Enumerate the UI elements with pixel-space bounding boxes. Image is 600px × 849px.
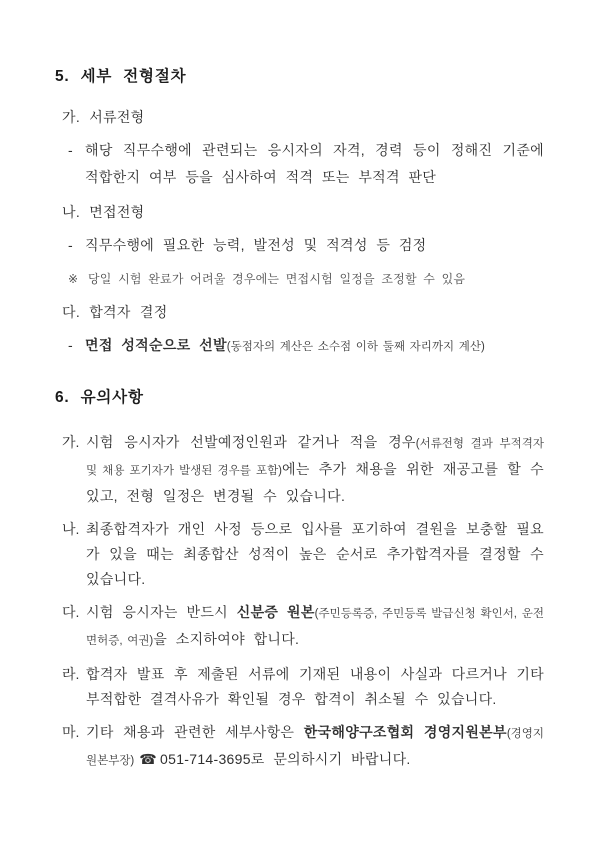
section6-item-ma — [55, 720, 544, 774]
section6-item-na — [55, 517, 544, 592]
dash-marker: - — [68, 142, 73, 158]
phone-icon: ☎ — [139, 751, 158, 767]
body-text: 051-714-3695로 문의하시기 바랍니다. — [160, 751, 411, 767]
body-text: 시험 응시자가 선발예정인원과 같거나 적을 경우 — [86, 434, 416, 450]
section5-item-da-text — [85, 332, 544, 361]
section5-item-ga-label: 가. 서류전형 — [62, 109, 145, 125]
parenthetical-text: (서류전형 결과 부적격자 및 채용 포기자가 발생된 경우를 포함) — [86, 438, 544, 477]
body-text-bold: 신분증 원본 — [236, 604, 315, 620]
section5-item-ga-line — [55, 137, 544, 191]
section5-note-line — [55, 269, 544, 289]
section6-item-ra — [55, 662, 544, 712]
item-label: 나. — [62, 521, 80, 537]
parenthetical-text: (주민등록증, 주민등록 발급신청 확인서, 운전면허증, 여권) — [86, 608, 544, 647]
body-text: 시험 응시자는 반드시 — [86, 604, 237, 620]
body-text-bold: 한국해양구조협회 경영지원본부 — [303, 724, 507, 740]
body-text: 최종합격자가 개인 사정 등으로 입사를 포기하여 결원을 보충할 필요가 있을 때는 최종합산 성적이 높은 순서로 추가합격자를 결정할 수 있습니다. — [86, 521, 544, 587]
section6-item-ga-text — [86, 430, 544, 509]
item-label: 다. — [62, 604, 80, 620]
section6-item-na-text — [86, 517, 544, 592]
section6-item-ga — [55, 430, 544, 509]
section5-note-text — [88, 269, 544, 289]
item-label: 마. — [62, 724, 80, 740]
body-text: 해당 직무수행에 관련되는 응시자의 자격, 경력 등이 정해진 기준에 적합한지 여부 등을 심사하여 적격 또는 부적격 판단 — [85, 142, 544, 185]
body-text: 직무수행에 필요한 능력, 발전성 및 적격성 등 검정 — [85, 237, 427, 253]
section-6-title: 6. 유의사항 — [55, 389, 144, 406]
body-text: 합격자 발표 후 제출된 서류에 기재된 내용이 사실과 다르거나 기타 부적합한 결격사유가 확인될 경우 합격이 취소될 수 있습니다. — [86, 666, 544, 707]
parenthetical-text: (경영지원본부장) — [86, 728, 544, 767]
section-5-title: 5. 세부 전형절차 — [55, 68, 187, 85]
section5-item-da-line — [55, 332, 544, 361]
body-text: 을 소지하여야 합니다. — [153, 631, 300, 647]
item-label: 가. — [62, 434, 80, 450]
section6-item-ra-text — [86, 662, 544, 712]
dash-marker: - — [68, 237, 73, 253]
section5-item-na-text — [85, 232, 544, 259]
body-text-bold: 면접 성적순으로 선발 — [85, 337, 227, 353]
body-text: 에는 추가 채용을 위한 재공고를 할 수 있고, 전형 일정은 변경될 수 있습니다. — [86, 461, 544, 504]
note-text: 당일 시험 완료가 어려울 경우에는 면접시험 일정을 조정할 수 있음 — [88, 272, 466, 286]
section5-item-da-label: 다. 합격자 결정 — [62, 304, 168, 320]
item-label: 라. — [62, 666, 80, 682]
body-text: 기타 채용과 관련한 세부사항은 — [86, 724, 304, 740]
section5-item-na-label: 나. 면접전형 — [62, 204, 145, 220]
parenthetical-text: (동점자의 계산은 소수점 이하 둘째 자리까지 계산) — [226, 341, 485, 353]
reference-mark-icon: ※ — [68, 272, 79, 286]
section5-item-na-line — [55, 232, 544, 259]
section6-item-ma-text — [86, 720, 544, 774]
section5-item-ga-text — [85, 137, 544, 191]
dash-marker: - — [68, 337, 73, 353]
section6-item-da-text — [86, 600, 544, 654]
section6-item-da — [55, 600, 544, 654]
